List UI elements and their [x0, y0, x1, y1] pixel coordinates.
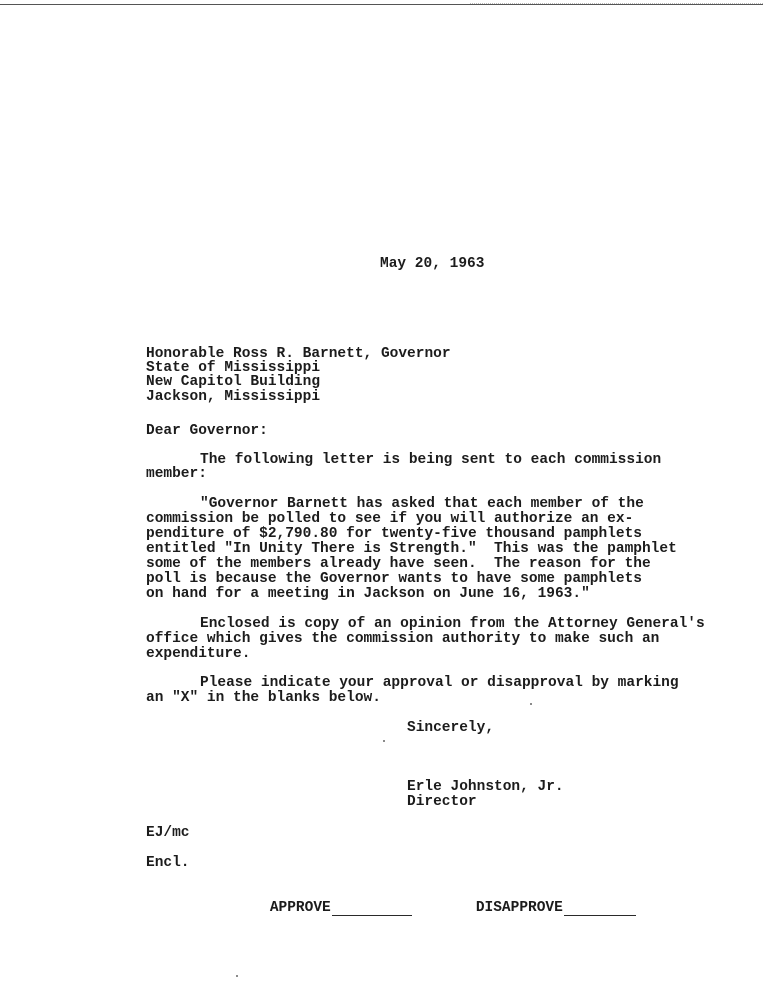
address-line-2: State of Mississippi: [146, 360, 321, 376]
enclosure-note: Encl.: [146, 855, 190, 871]
signer-name: Erle Johnston, Jr.: [407, 779, 564, 795]
paragraph4-line-1: Please indicate your approval or disapproval by marking: [200, 675, 679, 691]
paragraph4-line-2: an "X" in the blanks below.: [146, 690, 381, 706]
paragraph2-line-6: poll is because the Governor wants to have some pamphlets: [146, 571, 642, 587]
paragraph2-line-4: entitled "In Unity There is Strength." This was the pamphlet: [146, 541, 677, 557]
paragraph3-line-3: expenditure.: [146, 646, 251, 662]
salutation: Dear Governor:: [146, 423, 268, 439]
paper-speck: [236, 975, 238, 977]
address-line-4: Jackson, Mississippi: [146, 389, 321, 405]
letter-date: May 20, 1963: [380, 256, 485, 272]
signer-title: Director: [407, 794, 477, 810]
disapprove-blank[interactable]: [564, 901, 636, 916]
disapprove-label: DISAPPROVE: [475, 900, 563, 916]
approve-label: APPROVE: [269, 900, 331, 916]
paragraph2-line-7: on hand for a meeting in Jackson on June 16, 1963.": [146, 586, 590, 602]
closing: Sincerely,: [407, 720, 495, 736]
paragraph2-line-2: commission be polled to see if you will authorize an ex-: [146, 511, 634, 527]
approve-blank[interactable]: [332, 901, 412, 916]
paragraph1-line-1: The following letter is being sent to each commission: [200, 452, 662, 468]
paragraph2-line-3: penditure of $2,790.80 for twenty-five thousand pamphlets: [146, 526, 642, 542]
paragraph3-line-2: office which gives the commission authority to make such an: [146, 631, 660, 647]
approve-field[interactable]: [235, 886, 412, 931]
typist-initials: EJ/mc: [146, 825, 190, 841]
address-line-1: Honorable Ross R. Barnett, Governor: [146, 346, 451, 362]
paragraph1-line-2: member:: [146, 466, 207, 482]
paragraph3-line-1: Enclosed is copy of an opinion from the Attorney General's: [200, 616, 705, 632]
paper-speck: [530, 703, 532, 705]
paragraph2-line-5: some of the members already have seen. The reason for the: [146, 556, 651, 572]
address-line-3: New Capitol Building: [146, 374, 321, 390]
paragraph2-line-1: "Governor Barnett has asked that each member of the: [200, 496, 644, 512]
paper-speck: [383, 740, 385, 742]
disapprove-field[interactable]: [441, 886, 636, 931]
